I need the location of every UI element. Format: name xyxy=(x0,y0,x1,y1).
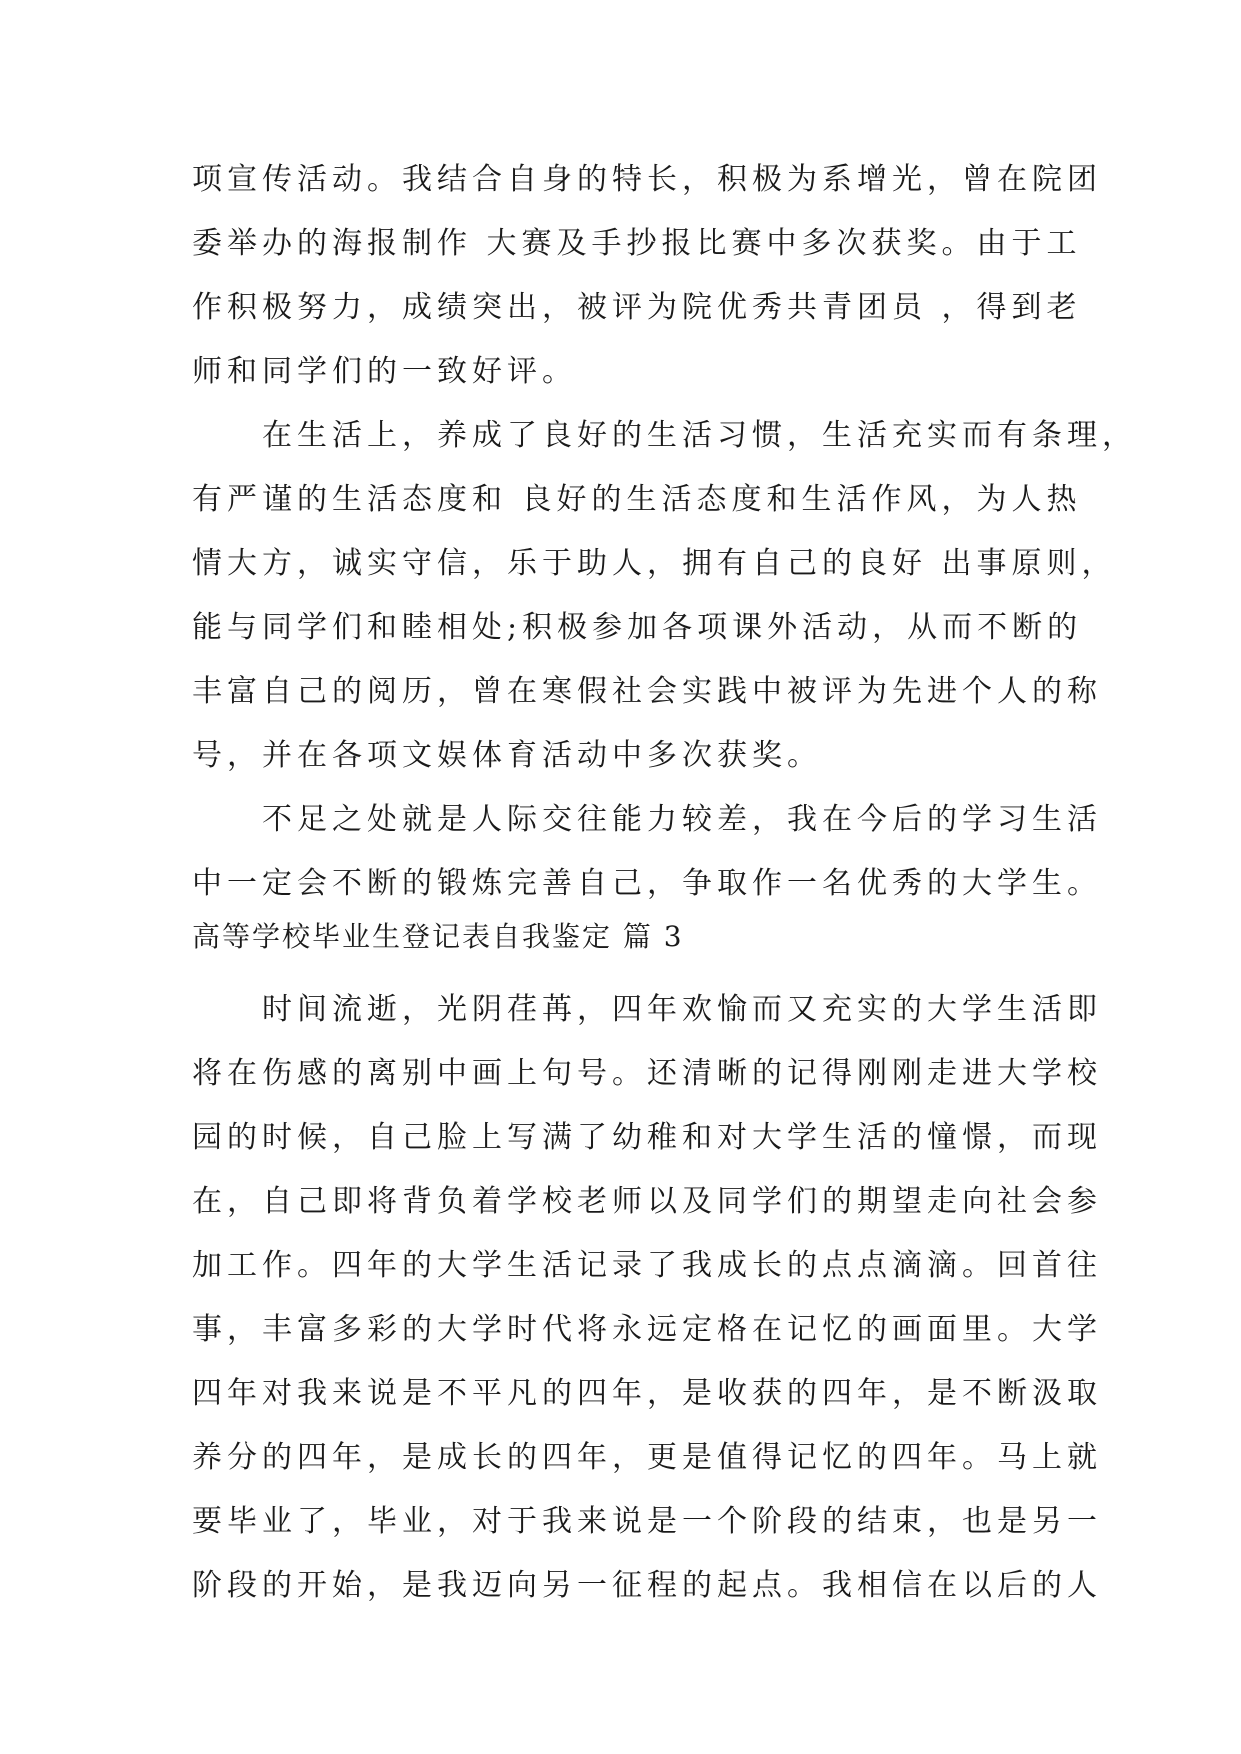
text-line: 阶段的开始，是我迈向另一征程的起点。我相信在以后的人 xyxy=(192,1568,1102,1603)
text-line: 作积极努力，成绩突出，被评为院优秀共青团员 ，得到老 xyxy=(192,290,1082,325)
text-line: 不足之处就是人际交往能力较差，我在今后的学习生活 xyxy=(192,802,1102,837)
paragraph-article3 xyxy=(192,978,1102,1618)
text-line: 丰富自己的阅历，曾在寒假社会实践中被评为先进个人的称 xyxy=(192,674,1102,709)
text-line: 加工作。四年的大学生活记录了我成长的点点滴滴。回首往 xyxy=(192,1248,1102,1283)
text-line: 四年对我来说是不平凡的四年，是收获的四年，是不断汲取 xyxy=(192,1376,1102,1411)
text-line: 时间流逝，光阴荏苒，四年欢愉而又充实的大学生活即 xyxy=(192,992,1102,1027)
text-line: 中一定会不断的锻炼完善自己，争取作一名优秀的大学生。 xyxy=(192,866,1102,901)
text-line: 委举办的海报制作 大赛及手抄报比赛中多次获奖。由于工 xyxy=(192,226,1082,261)
section-heading: 高等学校毕业生登记表自我鉴定 篇 3 xyxy=(192,920,684,953)
text-line: 养分的四年，是成长的四年，更是值得记忆的四年。马上就 xyxy=(192,1440,1102,1475)
text-line: 号，并在各项文娱体育活动中多次获奖。 xyxy=(192,738,822,773)
paragraph-shortcoming xyxy=(192,788,1102,916)
paragraph-life xyxy=(192,404,1137,788)
text-line: 师和同学们的一致好评。 xyxy=(192,354,577,389)
text-line: 项宣传活动。我结合自身的特长，积极为系增光，曾在院团 xyxy=(192,162,1102,197)
text-line: 园的时候，自己脸上写满了幼稚和对大学生活的憧憬，而现 xyxy=(192,1120,1102,1155)
text-line: 有严谨的生活态度和 良好的生活态度和生活作风，为人热 xyxy=(192,482,1082,517)
text-line: 能与同学们和睦相处;积极参加各项课外活动，从而不断的 xyxy=(192,610,1083,645)
text-line: 要毕业了，毕业，对于我来说是一个阶段的结束，也是另一 xyxy=(192,1504,1102,1539)
text-line: 在，自己即将背负着学校老师以及同学们的期望走向社会参 xyxy=(192,1184,1102,1219)
text-line: 在生活上，养成了良好的生活习惯，生活充实而有条理， xyxy=(192,418,1137,453)
text-line: 将在伤感的离别中画上句号。还清晰的记得刚刚走进大学校 xyxy=(192,1056,1102,1091)
text-line: 情大方，诚实守信，乐于助人，拥有自己的良好 出事原则， xyxy=(192,546,1117,581)
text-line: 事，丰富多彩的大学时代将永远定格在记忆的画面里。大学 xyxy=(192,1312,1102,1347)
paragraph-continued xyxy=(192,148,1102,404)
